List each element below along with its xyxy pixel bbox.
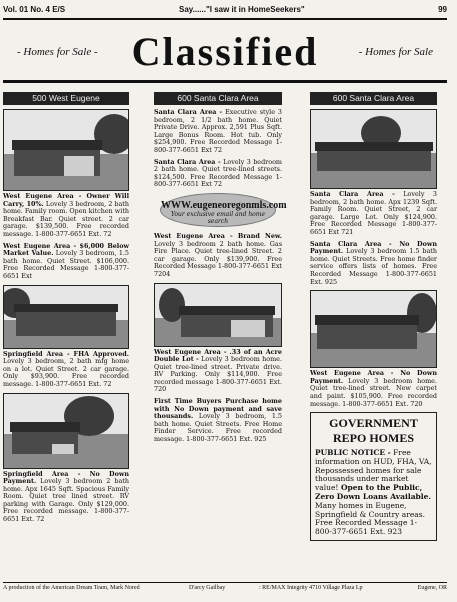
- footer-city: Eugene, OR: [417, 585, 447, 591]
- masthead-rule: [3, 80, 447, 83]
- column-west-eugene: [3, 92, 129, 528]
- homes-for-sale-right: - Homes for Sale: [358, 46, 433, 58]
- section-header: 600 Santa Clara Area: [310, 92, 437, 105]
- house-photo: [310, 290, 437, 368]
- repo-title-line1: GOVERNMENT: [329, 416, 418, 431]
- listing-ad: West Eugene Area - Owner Will Carry, 10%. Lovely 3 bedroom, 2 bath home. Family room. Open kitchen with Breakfast Bar. Quiet street. 2 car garage. $139,500. Free recorded message. 1-800-377-6651 Ext. 72: [3, 192, 129, 238]
- listing-ad: Santa Clara Area - Executive style 3 bedroom, 2 1/2 bath home. Quiet Private Drive. Approx. 2,591 Plus Sqft. Large Bonus Room. Hot tub. Only $254,900. Free Recorded Message 1-800-377-6651 Ext 72: [154, 108, 282, 154]
- listing-ad: Santa Clara Area - No Down Payment. Lovely 3 bedroom 1.5 bath home. Quiet Streets. Free home finder service offers lists of homes. Free Recorded Message 1-800-377-6651 Ext. 925: [310, 239, 437, 286]
- house-photo: [3, 285, 129, 349]
- house-photo: [310, 109, 437, 189]
- section-header: 500 West Eugene: [3, 92, 129, 105]
- listing-ad: West Eugene Area - .33 of an Acre Double Lot - Lovely 3 bedroom home. Quiet tree-lined street. Private drive. RV Parking. Only $114,900. Free recorded message 1-800-377-6651 Ext. 720: [154, 347, 282, 394]
- listing-ad: Springfield Area - No Down Payment. Lovely 3 bedroom 2 bath home. Apx 1645 Sqft. Spacious Family Room. Quiet tree lined street. RV parking with Garage. Only $129,000. Free recorded message. 1-800-377-6651 Ext. 72: [3, 469, 129, 524]
- website-tagline: Your exclusive email and home search: [170, 210, 266, 225]
- house-photo: [154, 283, 282, 347]
- slogan: Say......"I saw it in HomeSeekers": [179, 5, 305, 14]
- repo-notice: PUBLIC NOTICE - Free information on HUD, FHA, VA, Repossessed homes for sale thousands under market value! Open to the Public, Zero Down Loans Available. Many homes in Eugene, Springfield & Country areas. Free Recorded Message 1-800-377-6651 Ext. 923: [315, 448, 432, 537]
- masthead-title: Classified: [131, 29, 319, 74]
- house-photo: [3, 109, 129, 191]
- homes-for-sale-left: - Homes for Sale -: [17, 46, 98, 58]
- header-rule: [3, 18, 447, 20]
- footer-credit: A production of the American Dream Team, Mark Nored: [3, 585, 140, 591]
- listing-ad: Springfield Area - FHA Approved. Lovely 3 bedroom, 2 bath mfg home on a lot. Quiet Street. 2 car garage. Only $93,900. Free recorded message. 1-800-377-6651 Ext. 72: [3, 349, 129, 388]
- listing-ad: West Eugene Area - $6,000 Below Market Value. Lovely 3 bedroom, 1.5 bath home. Quiet Street. $106,000. Free Recorded Message 1-800-377-6651 Ext: [3, 241, 129, 280]
- repo-title-line2: REPO HOMES: [332, 431, 414, 446]
- footer-rule: [3, 582, 447, 583]
- listing-ad: Santa Clara Area - Lovely 3 bedroom, 2 bath home. Apx 1239 Sqft. Family Room. Quiet Street, 2 car garage. Large Lot. Only $124,900. Free Recorded Message 1-800-377-6651 Ext 721: [310, 190, 437, 236]
- section-header: 600 Santa Clara Area: [154, 92, 282, 105]
- page-number: 99: [438, 5, 447, 14]
- house-photo: [3, 393, 129, 469]
- column-santa-clara-2: [310, 92, 437, 541]
- masthead: [3, 30, 447, 78]
- footer-office: : RE/MAX Integrity 4710 Village Plaza Lp: [259, 585, 363, 591]
- listing-ad: Santa Clara Area - Lovely 3 bedroom 2 bath home. Quiet tree-lined streets. $124,500. Free Recorded Message 1-800-377-6651 Ext 72: [154, 157, 282, 189]
- listing-ad: First Time Buyers Purchase home with No Down payment and save thousands. Lovely 3 bedroom, 1.5 bath home. Quiet Streets. Free Home Finder Service. Free recorded message. 1-800-377-6651 Ext. 925: [154, 397, 282, 444]
- volume-label: Vol. 01 No. 4 E/S: [3, 5, 66, 14]
- listing-ad: West Eugene Area - Brand New. Lovely 3 bedroom 2 bath home. Gas Fire Place. Quiet tree-lined Street. 2 car garage. Only $139,900. Free Recorded Message 1-800-377-6651 Ext 7204: [154, 231, 282, 278]
- website-url[interactable]: WWW.eugeneoregonmls.com: [161, 199, 287, 211]
- listing-ad: West Eugene Area - No Down Payment. Lovely 3 bedroom home. Quiet tree-lined street. New carpet and paint. $105,900. Free recorded message. 1-800-377-6651 Ext. 720: [310, 369, 437, 408]
- footer-agent: D'arcy Gailbay: [189, 585, 226, 591]
- column-santa-clara: [154, 92, 287, 448]
- website-banner[interactable]: [160, 193, 287, 227]
- repo-homes-box: [310, 412, 437, 541]
